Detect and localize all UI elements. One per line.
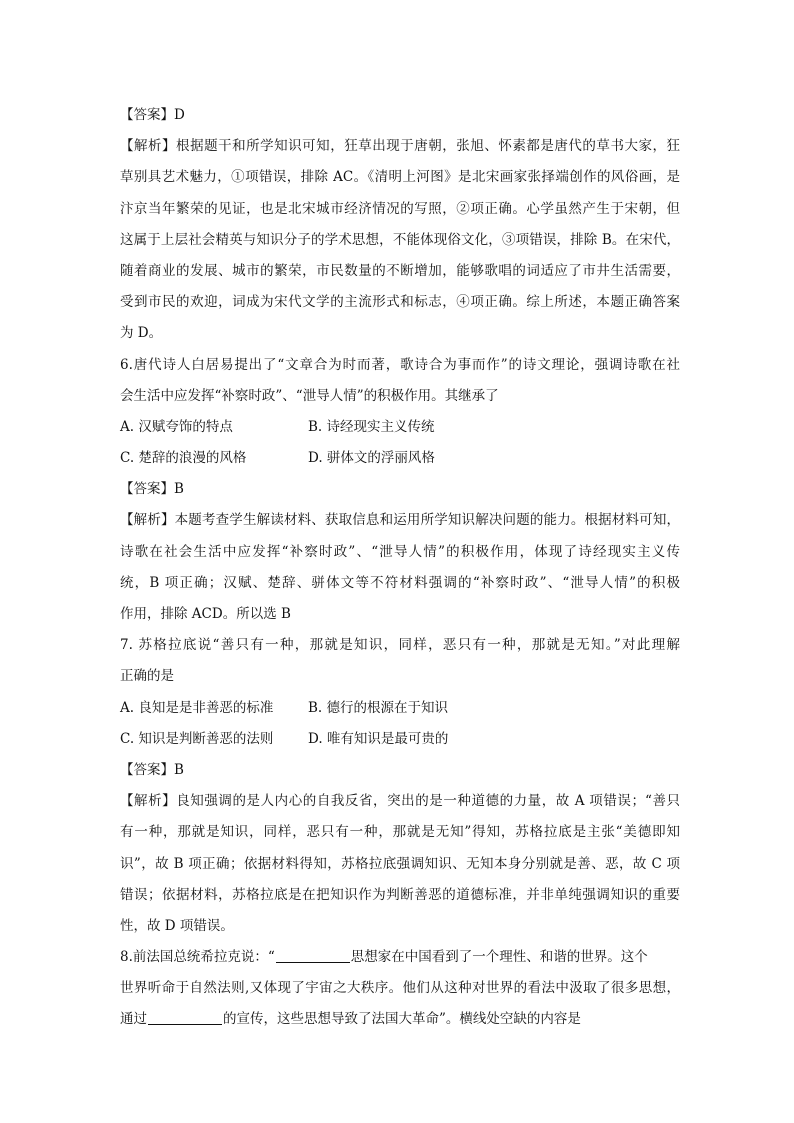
q8-stem-text: 通过 xyxy=(120,1011,147,1028)
q6-stem-line: 会生活中应发挥“补察时政”、“泄导人情”的积极作用。其继承了 xyxy=(120,387,499,404)
q5-analysis-line: 草别具艺术魅力，①项错误，排除 AC。《清明上河图》是北宋画家张择端创作的风俗画，是 xyxy=(120,169,680,186)
q5-answer: 【答案】D xyxy=(120,107,185,123)
q6-options-row xyxy=(120,443,680,474)
q6-options-row xyxy=(120,412,680,443)
q6-stem-line: 6.唐代诗人白居易提出了“文章合为时而著，歌诗合为事而作”的诗文理论，强调诗歌在社 xyxy=(120,356,680,373)
q7-answer: 【答案】B xyxy=(120,761,184,778)
q7-option-d: D. 唯有知识是最可贵的 xyxy=(308,730,449,747)
q6-analysis-line: 作用，排除 ACD。所以选 B xyxy=(120,606,291,622)
q7-stem-line: 正确的是 xyxy=(120,668,174,685)
q6-analysis-line: 诗歌在社会生活中应发挥“补察时政”、“泄导人情”的积极作用，体现了诗经现实主义传 xyxy=(120,543,680,560)
q8-blank-1 xyxy=(276,946,350,963)
q7-stem-line: 7. 苏格拉底说“善只有一种，那就是知识，同样，恶只有一种，那就是无知。”对此理解 xyxy=(120,637,680,654)
q7-analysis-line: 错误；依据材料，苏格拉底是在把知识作为判断善恶的道德标准，并非单纯强调知识的重要 xyxy=(120,886,680,903)
q7-options-row xyxy=(120,724,680,755)
q7-analysis-line: 性，故 D 项错误。 xyxy=(120,917,234,934)
q6-option-b: B. 诗经现实主义传统 xyxy=(308,418,435,435)
q6-option-d: D. 骈体文的浮丽风格 xyxy=(308,450,435,467)
q7-option-c: C. 知识是判断善恶的法则 xyxy=(120,730,274,747)
q7-analysis-line: 【解析】良知强调的是人内心的自我反省，突出的是一种道德的力量，故 A 项错误；“善只 xyxy=(120,793,680,810)
q8-blank-2 xyxy=(148,1008,222,1025)
q6-analysis-line: 统，B 项正确；汉赋、楚辞、骈体文等不符材料强调的“补察时政”、“泄导人情”的积极 xyxy=(120,574,680,591)
q8-stem-text: 8.前法国总统希拉克说：“ xyxy=(120,949,275,966)
q7-option-b: B. 德行的根源在于知识 xyxy=(308,699,449,716)
q7-analysis-line: 有一种，那就是知识，同样，恶只有一种，那就是无知”得知，苏格拉底是主张“美德即知 xyxy=(120,824,680,841)
q6-answer: 【答案】B xyxy=(120,481,184,498)
q6-analysis-line: 【解析】本题考查学生解读材料、获取信息和运用所学知识解决问题的能力。根据材料可知， xyxy=(120,512,680,529)
q6-option-a: A. 汉赋夸饰的特点 xyxy=(120,418,233,435)
q5-analysis-line: 随着商业的发展、城市的繁荣，市民数量的不断增加，能够歌唱的词适应了市井生活需要， xyxy=(120,262,680,279)
document-content xyxy=(120,100,680,1036)
q7-option-a: A. 良知是是非善恶的标准 xyxy=(120,699,274,716)
q8-stem-line xyxy=(120,1004,680,1035)
q8-stem-line xyxy=(120,942,680,973)
q5-analysis-line: 受到市民的欢迎，词成为宋代文学的主流形式和标志，④项正确。综上所述，本题正确答案 xyxy=(120,294,680,311)
q7-options-row xyxy=(120,693,680,724)
q5-analysis-line: 这属于上层社会精英与知识分子的学术思想，不能体现俗文化，③项错误，排除 B。在宋代， xyxy=(120,231,680,248)
q8-stem-line: 世界听命于自然法则,又体现了宇宙之大秩序。他们从这种对世界的看法中汲取了很多思想， xyxy=(120,980,680,997)
q5-analysis-line: 汴京当年繁荣的见证，也是北宋城市经济情况的写照，②项正确。心学虽然产生于宋朝，但 xyxy=(120,200,680,217)
q5-analysis-line: 为 D。 xyxy=(120,325,163,342)
q8-stem-text: 思想家在中国看到了一个理性、和谐的世界。这个 xyxy=(350,949,648,966)
q6-option-c: C. 楚辞的浪漫的风格 xyxy=(120,450,247,467)
q7-analysis-line: 识”，故 B 项正确；依据材料得知，苏格拉底强调知识、无知本身分别就是善、恶，故 C 项 xyxy=(120,855,680,872)
q5-analysis-line: 【解析】根据题干和所学知识可知，狂草出现于唐朝，张旭、怀素都是唐代的草书大家，狂 xyxy=(120,138,680,155)
q8-stem-text: 的宣传，这些思想导致了法国大革命”。横线处空缺的内容是 xyxy=(223,1011,581,1028)
